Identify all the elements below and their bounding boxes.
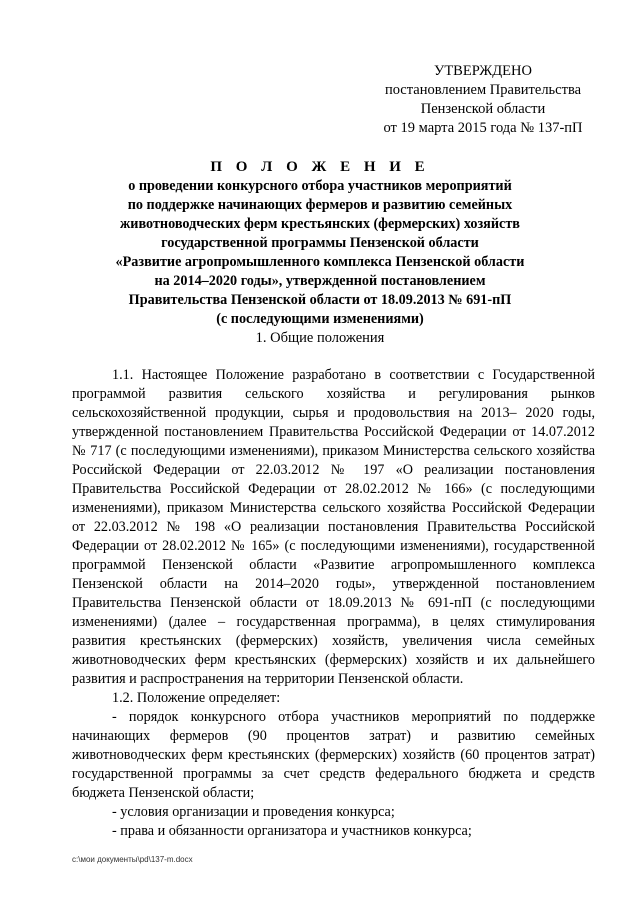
approval-line: постановлением Правительства bbox=[384, 82, 582, 98]
title-line: о проведении конкурсного отбора участников мероприятий bbox=[128, 178, 512, 194]
paragraph: 1.1. Настоящее Положение разработано в соответствии с Государственной программой развития сельского хозяйства и регулирования рынков сельскохозяйственной продукции, сырья и продовольствия на 2013– 2020 годы, утвержденной постановлением Правительства Российской Федерации от 14.07.2012 № 717 (с последующими изменениями), приказом Министерства сельского хозяйства Российской Федерации от 22.03.2012 № 197 «О реализации постановления Правительства Российской Федерации от 28.02.2012 № 166» (с последующими изменениями), приказом Министерства сельского хозяйства Российской Федерации от 22.03.2012 № 198 «О реализации постановления Правительства Российской Федерации от 28.02.2012 № 165» (с последующими изменениями), государственной программой Пензенской области «Развитие агропромышленного комплекса Пензенской области на 2014–2020 годы», утвержденной постановлением Правительства Пензенской области от 18.09.2013 № 691-пП (с последующими изменениями) (далее – государственная программа), в целях стимулирования развития крестьянских (фермерских) хозяйств, увеличения числа семейных животноводческих ферм крестьянских (фермерских) хозяйств и их дальнейшего развития и распространения на территории Пензенской области. bbox=[72, 367, 595, 687]
list-item: - условия организации и проведения конкурса; bbox=[112, 804, 395, 820]
list-item: - порядок конкурсного отбора участников мероприятий по поддержке начинающих фермеров (90 процентов затрат) и развитию семейных животноводческих ферм крестьянских (фермерских) хозяйств (60 процентов затрат) государственной программы за счет средств федерального бюджета и средств бюджета Пензенской области; bbox=[72, 709, 595, 801]
approval-title: УТВЕРЖДЕНО bbox=[434, 63, 532, 79]
approval-line: Пензенской области bbox=[420, 101, 546, 117]
file-path-footer: c:\мои документы\pd\137-m.docx bbox=[72, 855, 193, 864]
section-title: 1. Общие положения bbox=[255, 330, 385, 346]
document-body bbox=[72, 366, 595, 841]
document-title bbox=[100, 158, 540, 329]
title-line: государственной программы Пензенской области bbox=[161, 235, 479, 251]
list-item: - права и обязанности организатора и участников конкурса; bbox=[112, 823, 472, 839]
approval-stamp bbox=[372, 62, 594, 138]
title-line: животноводческих ферм крестьянских (фермерских) хозяйств bbox=[120, 216, 520, 232]
paragraph: 1.2. Положение определяет: bbox=[112, 690, 281, 706]
title-line: на 2014–2020 годы», утвержденной постановлением bbox=[154, 273, 486, 289]
approval-date: от 19 марта 2015 года № 137-пП bbox=[383, 120, 583, 136]
title-line: Правительства Пензенской области от 18.09.2013 № 691-пП bbox=[128, 292, 512, 308]
title-line: «Развитие агропромышленного комплекса Пензенской области bbox=[115, 254, 525, 270]
title-line: (с последующими изменениями) bbox=[216, 311, 424, 327]
document-heading: П О Л О Ж Е Н И Е bbox=[210, 159, 430, 175]
title-line: по поддержке начинающих фермеров и развитию семейных bbox=[127, 197, 513, 213]
